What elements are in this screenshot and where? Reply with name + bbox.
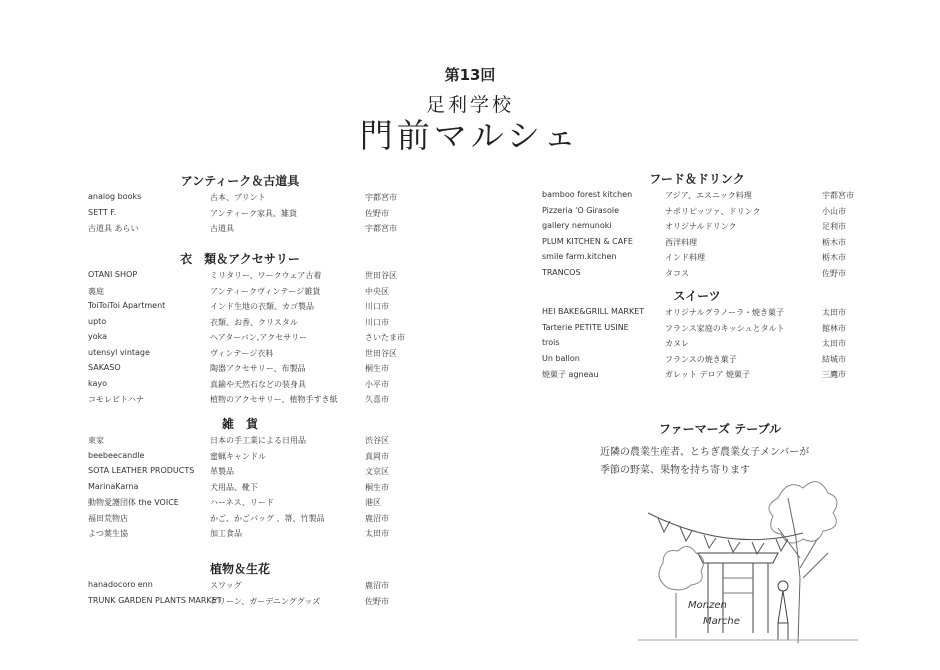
vendor-name: analog books (88, 192, 142, 201)
vendor-row-clothing (88, 348, 425, 360)
vendor-city: 小山市 (822, 206, 846, 216)
vendor-desc: ハーネス、リード (210, 498, 274, 507)
vendor-city: 港区 (365, 498, 381, 507)
vendor-name: PLUM KITCHEN & CAFE (542, 236, 633, 246)
vendor-row-sweets (542, 338, 882, 350)
vendor-row-clothing (88, 286, 425, 298)
vendor-desc: フランスの焼き菓子 (665, 354, 737, 364)
vendor-name: trois (542, 338, 560, 347)
vendor-city: さいたま市 (365, 333, 405, 342)
vendor-city: 足利市 (822, 222, 846, 231)
vendor-name: 動物愛護団体 the VOICE (88, 498, 179, 507)
vendor-row-clothing (88, 363, 425, 375)
vendor-city: 川口市 (365, 317, 389, 327)
vendor-row-clothing (88, 332, 425, 344)
vendor-row-goods (88, 528, 425, 540)
vendor-desc: 古本、プリント (210, 193, 266, 202)
vendor-row-food (542, 237, 882, 249)
vendor-desc: 植物のアクセサリー、植物手すき紙 (210, 395, 338, 404)
vendor-name: コモレビトハナ (88, 395, 144, 404)
vendor-city: 佐野市 (365, 596, 389, 606)
vendor-row-plants (88, 580, 425, 592)
vendor-name: TRANCOS (542, 267, 581, 277)
vendor-desc: ミリタリー、ワークウェア古着 (210, 271, 322, 280)
vendor-desc: 衣類、お香、クリスタル (210, 317, 298, 327)
vendor-desc: ナポリピッツァ、ドリンク (665, 206, 761, 216)
vendor-name: kayo (88, 378, 108, 388)
vendor-city: 世田谷区 (365, 271, 397, 280)
vendor-desc: 陶器アクセサリー、布製品 (210, 364, 306, 373)
vendor-name: 焼菓子 agneau (542, 370, 599, 379)
section-title-clothing: 衣 類＆アクセサリー (180, 252, 300, 266)
vendor-city: 佐野市 (822, 268, 846, 278)
vendor-city: 小平市 (365, 379, 389, 389)
marche-sketch-illustration (628, 458, 868, 648)
vendor-row-goods (88, 466, 425, 478)
vendor-city: 鹿沼市 (365, 581, 389, 590)
vendor-city: 文京区 (365, 467, 389, 476)
edition-title: 第13回 (444, 66, 496, 84)
vendor-desc: タコス (665, 268, 689, 278)
vendor-row-sweets (542, 354, 882, 366)
vendor-row-goods (88, 513, 425, 525)
vendor-city: 真岡市 (365, 451, 389, 461)
vendor-row-food (542, 190, 882, 202)
vendor-desc: 加工食品 (210, 529, 242, 538)
vendor-name: 東家 (88, 436, 104, 445)
vendor-name: ToiToiToi Apartment (88, 301, 166, 310)
vendor-city: 宇都宮市 (365, 224, 397, 233)
vendor-desc: ガレット デロア 焼菓子 (665, 370, 751, 379)
vendor-city: 佐野市 (365, 208, 389, 218)
vendor-row-goods (88, 482, 425, 494)
vendor-city: 太田市 (822, 339, 846, 348)
vendor-name: 裏庭 (88, 286, 104, 296)
vendor-city: 鹿沼市 (365, 513, 389, 523)
farmers-note-line-2: 季節の野菜、果物を持ち寄ります (600, 465, 750, 476)
vendor-desc: 革製品 (210, 467, 234, 476)
vendor-desc: かご、かごバッグ 、箒、竹製品 (210, 513, 325, 523)
vendor-row-antique (88, 223, 425, 235)
vendor-desc: カヌレ (665, 339, 689, 348)
vendor-city: 中央区 (365, 286, 389, 296)
vendor-name: yoka (88, 332, 108, 341)
vendor-row-food (542, 268, 882, 280)
vendor-desc: インド生地の衣類、カゴ製品 (210, 302, 314, 311)
vendor-row-goods (88, 451, 425, 463)
vendor-name: MarinaKarna (88, 481, 139, 491)
vendor-desc: アンティークヴィンテージ雑貨 (210, 286, 321, 296)
vendor-city: 桐生市 (365, 482, 389, 492)
vendor-name: smile farm.kitchen (542, 252, 617, 261)
vendor-city: 結城市 (822, 354, 846, 364)
vendor-name: SETT F. (88, 207, 117, 217)
vendor-row-food (542, 252, 882, 264)
vendor-city: 三鷹市 (822, 370, 846, 379)
vendor-name: Un ballon (542, 353, 580, 363)
vendor-city: 桐生市 (365, 364, 389, 373)
vendor-row-antique (88, 208, 425, 220)
vendor-city: 川口市 (365, 302, 389, 311)
vendor-city: 渋谷区 (365, 436, 389, 445)
sketch-caption-marche: Marche (703, 616, 740, 627)
vendor-name: beebeecandle (88, 450, 145, 460)
section-title-food: フード＆ドリンク (649, 172, 745, 186)
section-title-plants: 植物＆生花 (209, 562, 270, 576)
vendor-name: OTANI SHOP (88, 270, 138, 279)
vendor-desc: オリジナルグラノーラ・焼き菓子 (665, 308, 784, 317)
vendor-desc: アジア、エスニック料理 (665, 191, 752, 200)
vendor-desc: 真鍮や天然石などの装身具 (210, 379, 306, 389)
vendor-row-clothing (88, 379, 425, 391)
vendor-row-food (542, 206, 882, 218)
vendor-name: SAKASO (88, 363, 121, 372)
vendor-desc: インド料理 (665, 253, 705, 262)
vendor-name: bamboo forest kitchen (542, 190, 633, 199)
farmers-note-line-1: 近隣の農業生産者、とちぎ農業女子メンバーが (600, 447, 810, 458)
event-title: 門前マルシェ (359, 116, 581, 155)
vendor-city: 世田谷区 (365, 348, 397, 358)
vendor-name: 古道具 あらい (88, 224, 139, 233)
vendor-name: gallery nemunoki (542, 221, 612, 230)
vendor-row-clothing (88, 317, 425, 329)
vendor-city: 館林市 (822, 323, 846, 333)
vendor-desc: 犬用品、靴下 (210, 482, 258, 492)
vendor-row-goods (88, 497, 425, 509)
farmers-table-title: ファーマーズ テーブル (658, 422, 782, 436)
vendor-city: 久喜市 (365, 395, 389, 404)
vendor-row-sweets (542, 369, 882, 381)
vendor-row-clothing (88, 394, 425, 406)
vendor-desc: ヴィンテージ衣料 (210, 348, 274, 358)
vendor-row-plants (88, 596, 425, 608)
vendor-city: 宇都宮市 (365, 193, 397, 202)
vendor-name: TRUNK GARDEN PLANTS MARKET (88, 595, 222, 605)
vendor-name: よつ葉生協 (88, 529, 128, 538)
sketch-caption-monzen: Monzen (688, 600, 727, 611)
vendor-desc: 蜜蝋キャンドル (210, 451, 266, 461)
vendor-row-goods (88, 435, 425, 447)
vendor-row-sweets (542, 307, 882, 319)
vendor-city: 太田市 (365, 529, 389, 538)
vendor-city: 栃木市 (822, 237, 846, 247)
vendor-row-sweets (542, 323, 882, 335)
vendor-desc: オリジナルドリンク (665, 222, 737, 231)
vendor-desc: フランス家庭のキッシュとタルト (665, 323, 785, 333)
vendor-desc: 古道具 (210, 224, 234, 233)
vendor-desc: グリーン、ガーデニンググッズ (210, 596, 321, 606)
vendor-city: 太田市 (822, 308, 846, 317)
section-title-goods: 雑 貨 (221, 417, 258, 431)
vendor-row-clothing (88, 270, 425, 282)
section-title-sweets: スイーツ (673, 289, 721, 303)
vendor-row-antique (88, 192, 425, 204)
vendor-desc: 西洋料理 (665, 237, 697, 247)
vendor-desc: アンティーク家具、雑貨 (210, 208, 298, 218)
vendor-row-food (542, 221, 882, 233)
vendor-name: SOTA LEATHER PRODUCTS (88, 466, 195, 475)
vendor-name: 福田荒物店 (88, 513, 128, 523)
vendor-name: Pizzeria 'O Girasole (542, 205, 620, 215)
school-name: 足利学校 (425, 94, 514, 116)
vendor-name: HEI BAKE&GRILL MARKET (542, 307, 645, 316)
vendor-city: 栃木市 (822, 253, 846, 262)
vendor-name: upto (88, 316, 107, 326)
vendor-desc: 日本の手工業による日用品 (210, 436, 306, 445)
vendor-name: hanadocoro enn (88, 580, 153, 589)
vendor-city: 宇都宮市 (822, 191, 854, 200)
vendor-name: Tarterie PETITE USINE (542, 322, 629, 332)
vendor-name: utensyl vintage (88, 347, 150, 357)
vendor-desc: ヘアターバン,アクセサリー (210, 333, 308, 342)
vendor-desc: スワッグ (210, 581, 242, 590)
section-title-antique: アンティーク＆古道具 (180, 174, 300, 188)
vendor-row-clothing (88, 301, 425, 313)
